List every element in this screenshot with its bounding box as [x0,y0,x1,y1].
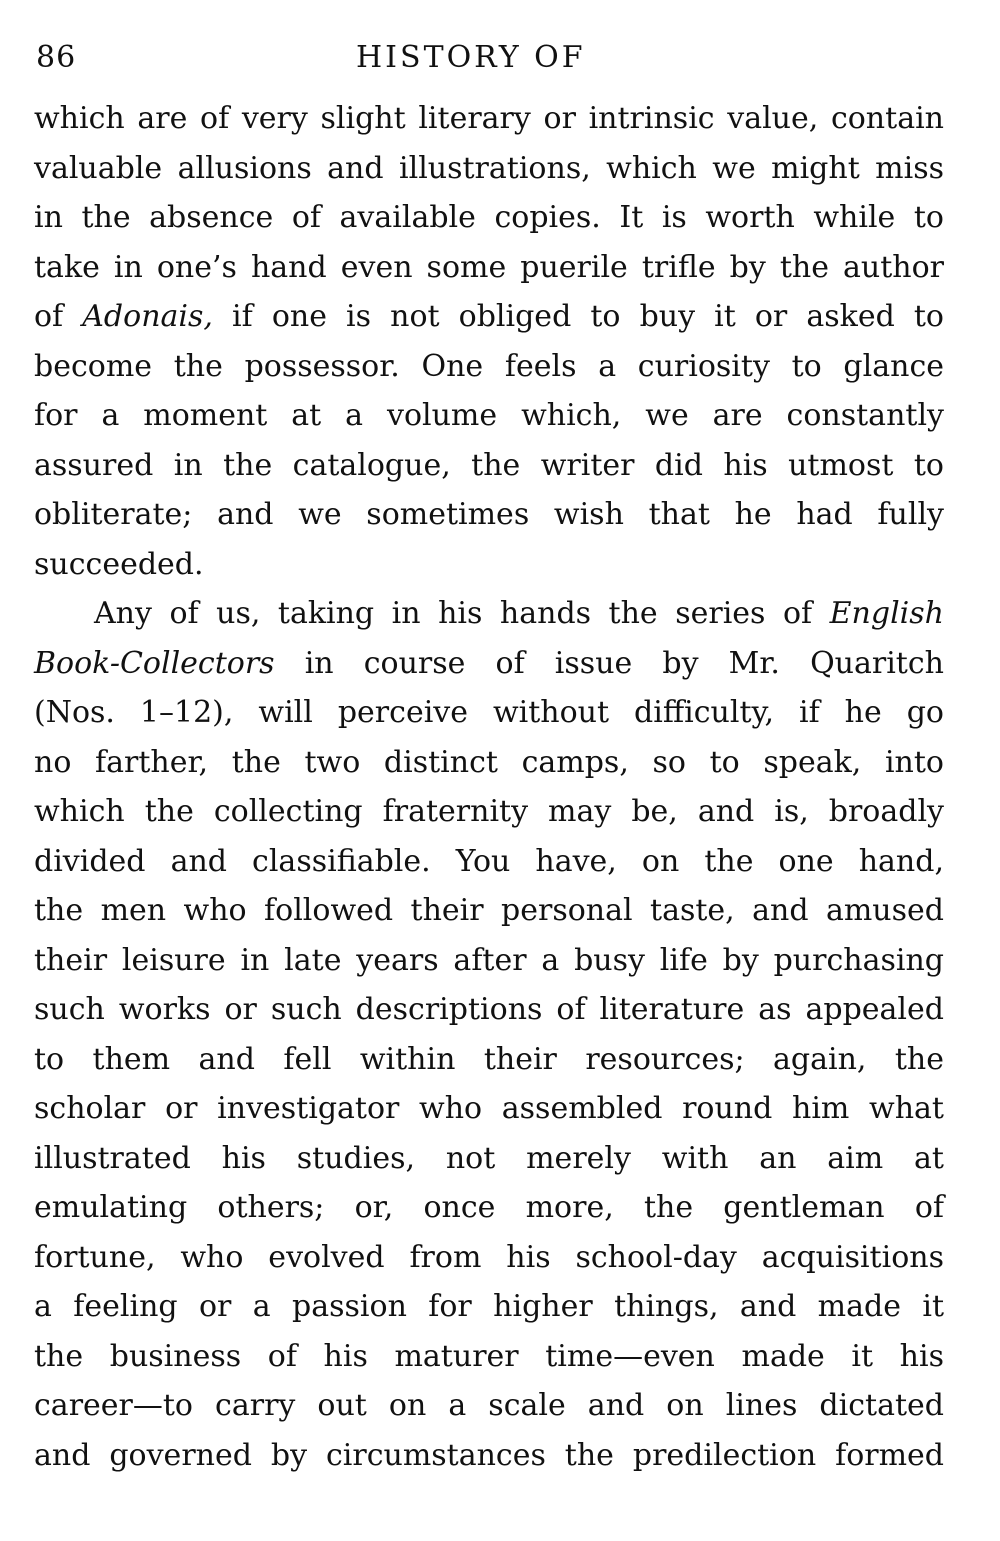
text-line: fortune, who evolved from his school-day acquisitions [34,1239,944,1275]
text-line: career—to carry out on a scale and on lines dictated [34,1388,944,1423]
book-page [34,36,944,1480]
text-line: the men who followed their personal taste, and amused [34,893,944,928]
text-line: emulating others; or, once more, the gentleman of [34,1190,944,1225]
paragraph-2 [34,589,944,1480]
text-line: the business of his maturer time—even made it his [34,1338,944,1374]
text-line: for a moment at a volume which, we are constantly [34,398,944,433]
italic-title-book-collectors: Book-Collectors [34,645,275,681]
paragraph-1 [34,94,944,589]
text-line: obliterate; and we sometimes wish that he had fully [34,497,944,532]
text-line: such works or such descriptions of literature as appealed [34,992,944,1027]
running-head [34,36,944,94]
text-line: take in one’s hand even some puerile trifle by the author [34,249,944,285]
text-line: succeeded. [34,546,204,582]
text-line [34,589,944,639]
text-line: become the possessor. One feels a curiosity to glance [34,348,944,384]
text-line: illustrated his studies, not merely with an aim at [34,1140,944,1176]
italic-title-english: English [829,596,944,631]
text-line: in the absence of available copies. It is worth while to [34,200,944,235]
text-line: a feeling or a passion for higher things, and made it [34,1289,944,1324]
text-line: which are of very slight literary or intrinsic value, contain [34,101,944,136]
body-text [34,94,944,1480]
running-head-title: HISTORY OF [356,40,586,75]
text-line: which the collecting fraternity may be, and is, broadly [34,794,944,829]
text-line: to them and fell within their resources; again, the [34,1041,944,1077]
text-line: no farther, the two distinct camps, so to speak, into [34,744,944,780]
line-start: Any of us, taking in his hands the series of [94,596,813,631]
italic-title-adonais: Adonais, [82,299,213,334]
line-start: of [34,299,64,334]
text-line [34,292,944,342]
page-number: 86 [36,40,77,75]
line-rest: if one is not obliged to buy it or asked to [232,299,944,334]
text-line: (Nos. 1–12), will perceive without difficulty, if he go [34,695,944,730]
text-line: divided and classifiable. You have, on the one hand, [34,843,944,879]
text-line: scholar or investigator who assembled round him what [34,1091,944,1126]
text-line: their leisure in late years after a busy life by purchasing [34,942,944,978]
text-line: assured in the catalogue, the writer did his utmost to [34,447,944,483]
text-line [34,639,944,689]
text-line: valuable allusions and illustrations, which we might miss [34,150,944,186]
line-rest: in course of issue by Mr. Quaritch [304,645,944,681]
text-line: and governed by circumstances the predilection formed [34,1437,944,1473]
